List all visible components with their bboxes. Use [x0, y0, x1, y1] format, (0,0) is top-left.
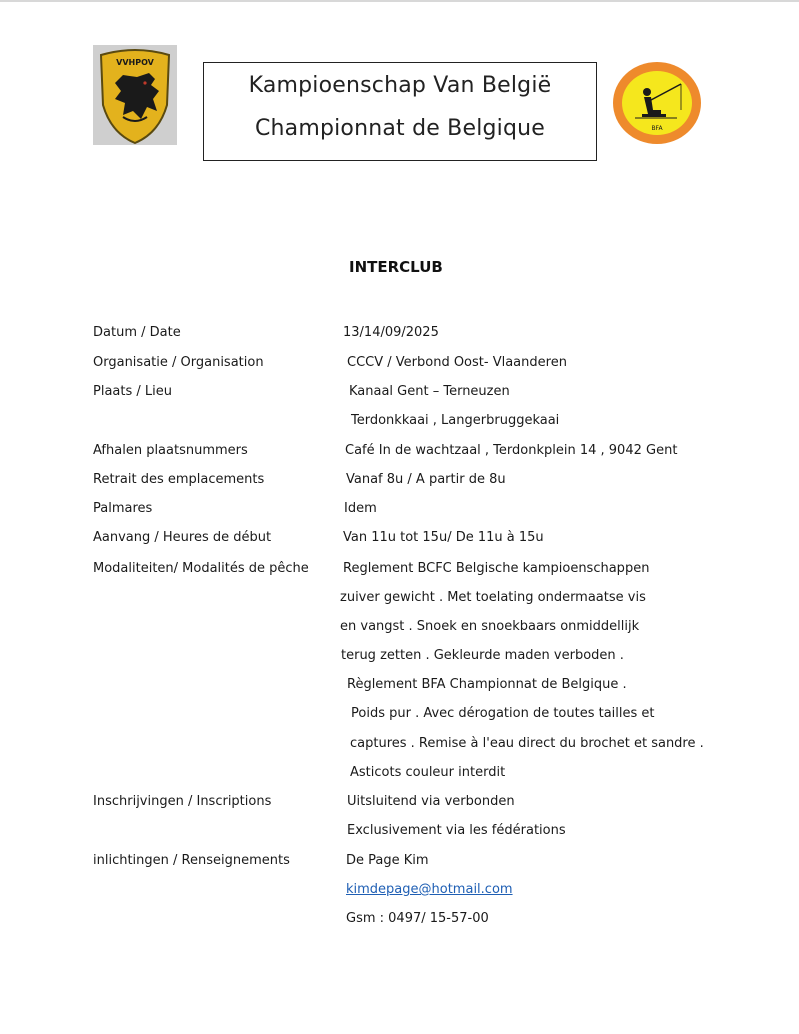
details-row — [0, 413, 799, 435]
row-value: Poids pur . Avec dérogation de toutes tailles et — [351, 706, 655, 721]
vvhpov-logo — [93, 45, 177, 145]
row-label: Plaats / Lieu — [93, 384, 172, 399]
details-row — [0, 590, 799, 612]
row-value: Idem — [344, 501, 377, 516]
row-value: Uitsluitend via verbonden — [347, 794, 515, 809]
details-row — [0, 706, 799, 728]
row-label: Aanvang / Heures de début — [93, 530, 272, 545]
row-value: en vangst . Snoek en snoekbaars onmiddellijk — [340, 619, 640, 634]
top-border — [0, 0, 799, 2]
vvhpov-shield-icon — [93, 45, 177, 145]
details-row — [0, 355, 799, 377]
details-row — [0, 561, 799, 583]
row-value: Kanaal Gent – Terneuzen — [349, 384, 510, 399]
row-value: Vanaf 8u / A partir de 8u — [346, 472, 506, 487]
row-label: Afhalen plaatsnummers — [93, 443, 248, 458]
row-value: Van 11u tot 15u/ De 11u à 15u — [343, 530, 544, 545]
details-row — [0, 882, 799, 904]
title-box — [203, 62, 597, 161]
section-heading: INTERCLUB — [349, 258, 443, 276]
title-dutch: Kampioenschap Van België — [248, 73, 552, 98]
row-label: Retrait des emplacements — [93, 472, 265, 487]
bfa-logo-text: BFA — [651, 125, 663, 132]
details-row — [0, 530, 799, 552]
row-label: Inschrijvingen / Inscriptions — [93, 794, 272, 809]
details-row — [0, 472, 799, 494]
email-link[interactable]: kimdepage@hotmail.com — [346, 882, 513, 897]
row-label: Palmares — [93, 501, 153, 516]
details-row — [0, 648, 799, 670]
row-value: CCCV / Verbond Oost- Vlaanderen — [347, 355, 567, 370]
details-row — [0, 501, 799, 523]
row-label: inlichtingen / Renseignements — [93, 853, 290, 868]
details-row — [0, 765, 799, 787]
details-row — [0, 619, 799, 641]
details-row — [0, 677, 799, 699]
row-value: Asticots couleur interdit — [350, 765, 506, 780]
row-value: Gsm : 0497/ 15-57-00 — [346, 911, 489, 926]
vvhpov-logo-text: VVHPOV — [116, 58, 154, 67]
details-row — [0, 853, 799, 875]
title-french: Championnat de Belgique — [254, 116, 546, 141]
row-label: Modaliteiten/ Modalités de pêche — [93, 561, 309, 576]
row-label: Datum / Date — [93, 325, 181, 340]
details-row — [0, 325, 799, 347]
details-row — [0, 443, 799, 465]
bfa-fisherman-icon — [611, 60, 703, 146]
bfa-logo — [611, 60, 703, 146]
row-value: zuiver gewicht . Met toelating ondermaatse vis — [340, 590, 646, 605]
row-value: De Page Kim — [346, 853, 429, 868]
row-value: Exclusivement via les fédérations — [347, 823, 566, 838]
row-value: captures . Remise à l'eau direct du brochet et sandre . — [350, 736, 704, 751]
row-value: Terdonkkaai , Langerbruggekaai — [351, 413, 560, 428]
row-value: Café In de wachtzaal , Terdonkplein 14 , 9042 Gent — [345, 443, 678, 458]
details-row — [0, 736, 799, 758]
details-row — [0, 794, 799, 816]
details-row — [0, 823, 799, 845]
details-row — [0, 911, 799, 933]
row-label: Organisatie / Organisation — [93, 355, 264, 370]
row-value: 13/14/09/2025 — [343, 325, 439, 340]
row-value: Reglement BCFC Belgische kampioenschappen — [343, 561, 650, 576]
row-value: terug zetten . Gekleurde maden verboden . — [341, 648, 624, 663]
details-row — [0, 384, 799, 406]
row-value: Règlement BFA Championnat de Belgique . — [347, 677, 627, 692]
